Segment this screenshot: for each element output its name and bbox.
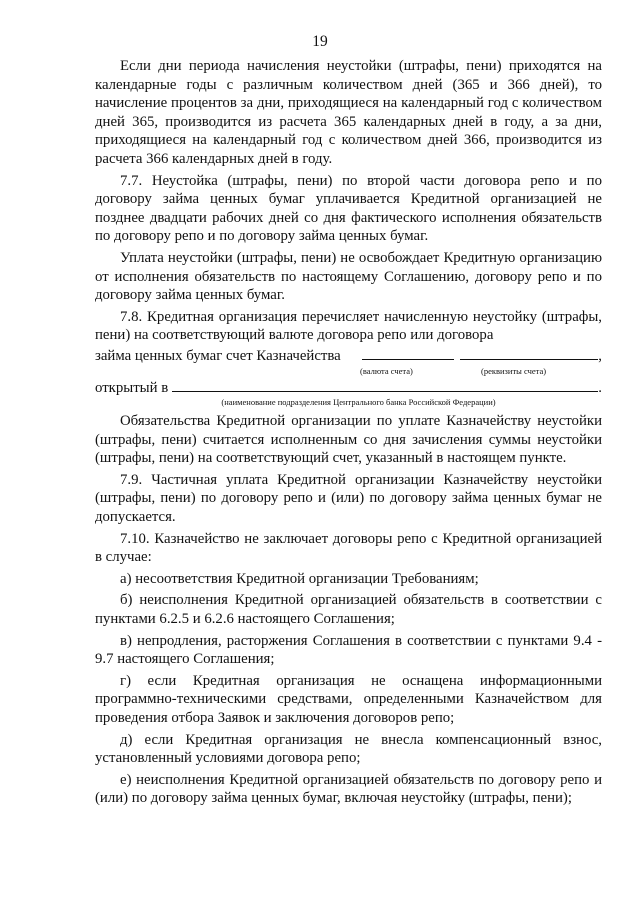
paragraph-obligation: Обязательства Кредитной организации по уплате Казначейству неустойки (штрафы, пени) считается исполненным со дня зачисления суммы неустойки (штрафы, пени) на соответствующий счет, указанный в настоящем пункте. (95, 413, 602, 467)
caption-branch: (наименование подразделения Центрального банка Российской Федерации) (221, 397, 496, 408)
list-item-b: б) неисполнения Кредитной организацией обязательств в соответствии с пунктами 6.2.5 и 6.2.6 настоящего Соглашения; (95, 592, 602, 628)
branch-form-line (95, 377, 602, 398)
paragraph-7-7: 7.7. Неустойка (штрафы, пени) по второй части договора репо и по договору займа ценных бумаг уплачивается Кредитной организацией не позднее двадцати рабочих дней со дня фактического исполнения обязательств по договору репо и по договору займа ценных бумаг. (95, 172, 602, 245)
document-body (95, 57, 602, 811)
paragraph-7-8: 7.8. Кредитная организация перечисляет начисленную неустойку (штрафы, пени) на соответствующий валюте договора репо или договора (95, 308, 602, 344)
list-item-e: е) неисполнения Кредитной организацией обязательств по договору репо и (или) по договору займа ценных бумаг, включая неустойку (штрафы, пени); (95, 771, 602, 807)
list-item-d: д) если Кредитная организация не внесла компенсационный взнос, установленный условиями договора репо; (95, 731, 602, 767)
list-item-g: г) если Кредитная организация не оснащена информационными программно-техническими средствами, определенными Казначейством для проведения отбора Заявок и заключения договоров репо; (95, 672, 602, 726)
branch-blank (172, 377, 598, 392)
period: . (598, 379, 602, 396)
paragraph-penalty-payment: Уплата неустойки (штрафы, пени) не освобождает Кредитную организацию от исполнения обязательств по настоящему Соглашению, договору репо и по договору займа ценных бумаг. (95, 249, 602, 304)
branch-line-text: открытый в (95, 379, 169, 396)
page-number: 19 (312, 33, 328, 50)
list-item-v: в) непродления, расторжения Соглашения в соответствии с пунктами 9.4 - 9.7 настоящего Соглашения; (95, 632, 602, 668)
caption-currency: (валюта счета) (360, 365, 413, 376)
paragraph-7-9: 7.9. Частичная уплата Кредитной организации Казначейству неустойки (штрафы, пени) по договору репо и (или) по договору займа ценных бумаг не допускается. (95, 471, 602, 526)
list-item-a: а) несоответствия Кредитной организации Требованиям; (120, 570, 479, 587)
account-captions (95, 366, 602, 377)
comma: , (598, 347, 602, 364)
caption-details: (реквизиты счета) (481, 365, 547, 376)
paragraph-7-10: 7.10. Казначейство не заключает договоры репо с Кредитной организацией в случае: (95, 530, 602, 566)
details-blank (460, 345, 598, 360)
currency-blank (362, 345, 454, 360)
paragraph-leap-year: Если дни периода начисления неустойки (штрафы, пени) приходятся на календарные годы с различным количеством дней (365 и 366 дней), то начисление процентов за дни, приходящиеся на календарный год с количеством дней 365, производится из расчета 365 календарных дней в году, а за дни, приходящиеся на календарный год с количеством дней 366, производится из расчета 366 календарных дней в году. (95, 58, 602, 167)
account-form-line (95, 345, 602, 366)
account-line-text: займа ценных бумаг счет Казначейства (95, 347, 341, 364)
